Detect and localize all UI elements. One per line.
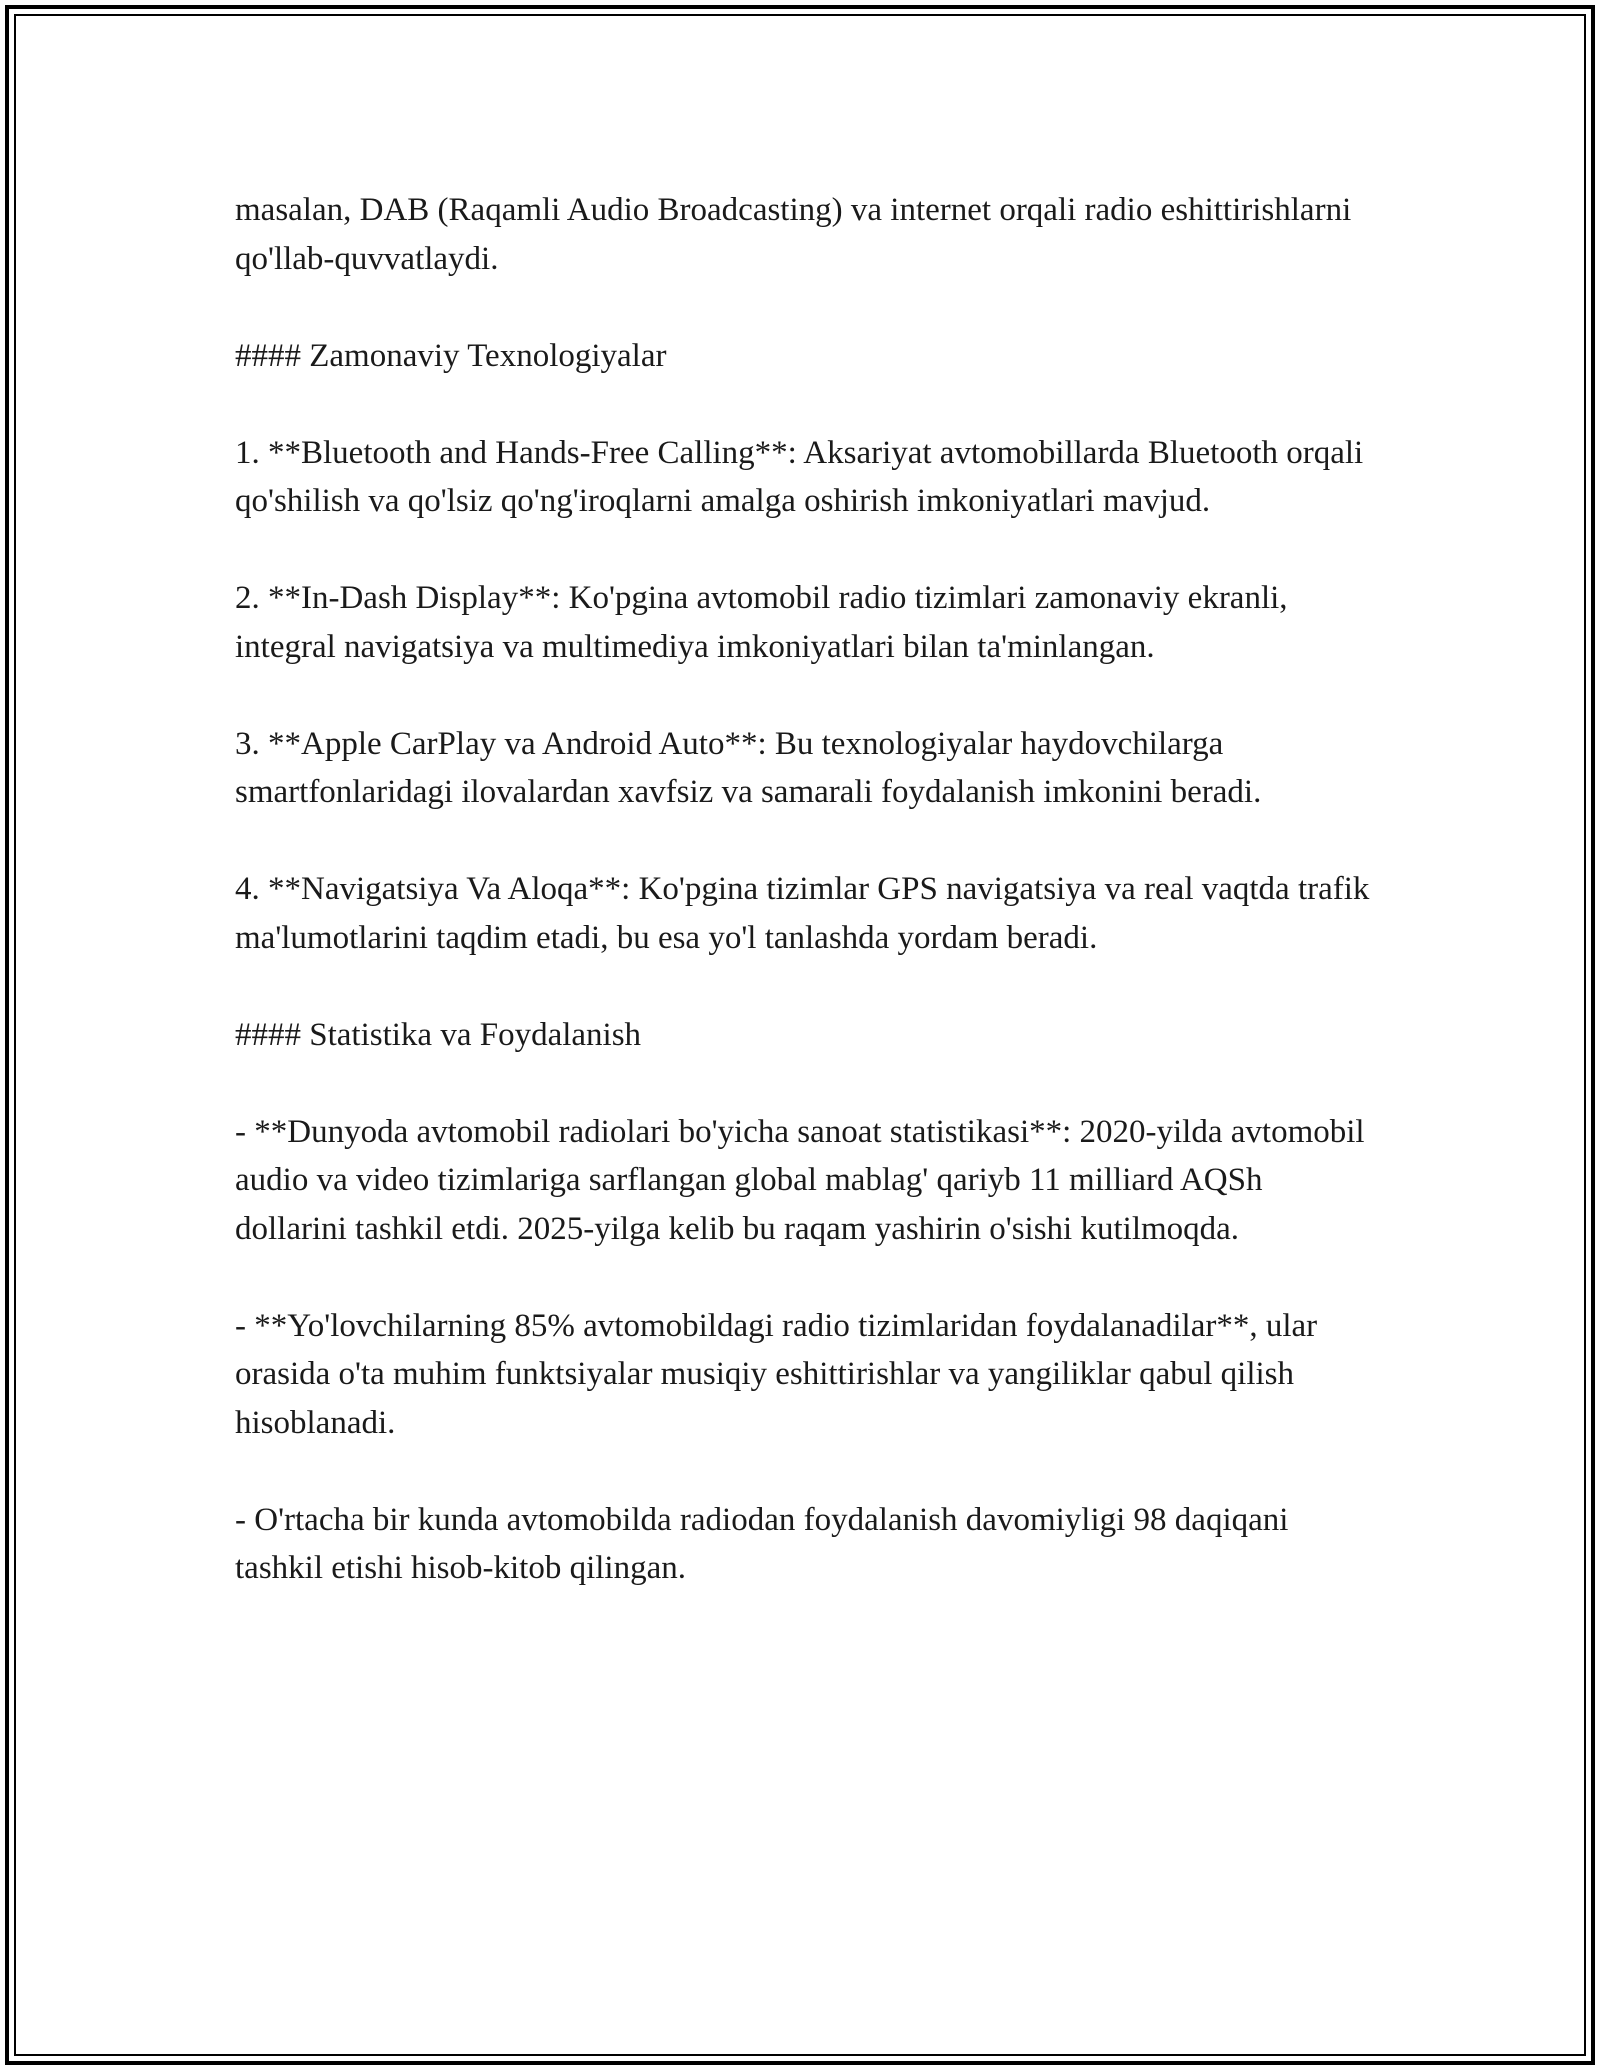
paragraph-continuation: masalan, DAB (Raqamli Audio Broadcasting) va internet orqali radio eshittirishlarni qo'llab-quvvatlaydi. [235,192,1352,277]
list-item-bluetooth: 1. **Bluetooth and Hands-Free Calling**: Aksariyat avtomobillarda Bluetooth orqali qo'shilish va qo'lsiz qo'ng'iroqlarni amalga oshirish imkoniyatlari mavjud. [235,434,1364,519]
list-item-navigatsiya-aloqa: 4. **Navigatsiya Va Aloqa**: Ko'pgina tizimlar GPS navigatsiya va real vaqtda trafik ma'lumotlarini taqdim etadi, bu esa yo'l tanlashda yordam beradi. [235,871,1370,956]
list-item-in-dash-display: 2. **In-Dash Display**: Ko'pgina avtomobil radio tizimlari zamonaviy ekranli, integral navigatsiya va multimediya imkoniyatlari bilan ta'minlangan. [235,580,1288,665]
bullet-daily-duration: - O'rtacha bir kunda avtomobilda radiodan foydalanish davomiyligi 98 daqiqani tashkil etishi hisob-kitob qilingan. [235,1501,1289,1586]
list-item-carplay-android-auto: 3. **Apple CarPlay va Android Auto**: Bu texnologiyalar haydovchilarga smartfonlaridagi ilovalardan xavfsiz va samarali foydalanish imkonini beradi. [235,725,1262,810]
bullet-passenger-usage: - **Yo'lovchilarning 85% avtomobildagi radio tizimlaridan foydalanadilar**, ular orasida o'ta muhim funktsiyalar musiqiy eshittirishlar va yangiliklar qabul qilish hisoblanadi. [235,1307,1318,1441]
heading-statistika-foydalanish: #### Statistika va Foydalanish [235,1016,642,1053]
document-body [235,186,1375,1593]
heading-zamonaviy-texnologiyalar: #### Zamonaviy Texnologiyalar [235,337,667,374]
bullet-industry-statistics: - **Dunyoda avtomobil radiolari bo'yicha sanoat statistikasi**: 2020-yilda avtomobil audio va video tizimlariga sarflangan global mablag' qariyb 11 milliard AQSh dollarini tashkil etdi. 2025-yilga kelib bu raqam yashirin o'sishi kutilmoqda. [235,1113,1365,1247]
